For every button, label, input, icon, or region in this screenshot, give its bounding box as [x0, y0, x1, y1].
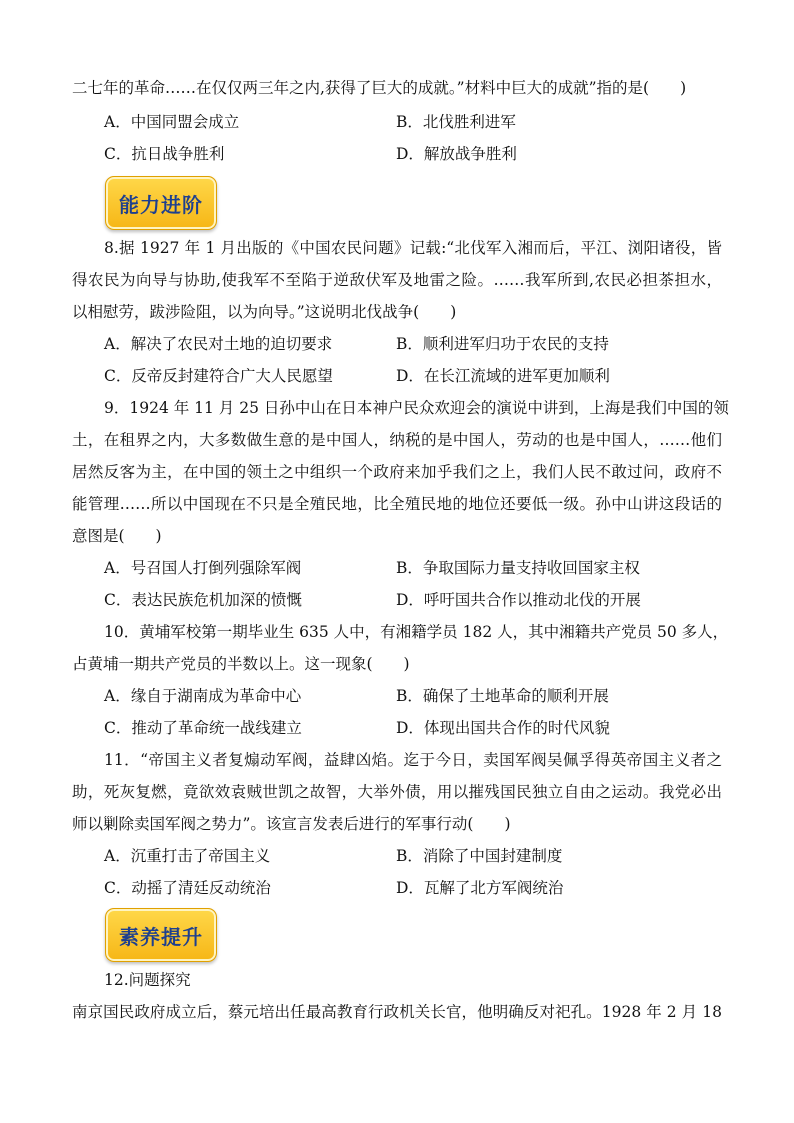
q7-option-d: D．解放战争胜利: [396, 145, 517, 163]
q10-option-c: C．推动了革命统一战线建立: [104, 719, 302, 737]
q11-option-c: C．动摇了清廷反动统治: [104, 879, 271, 897]
q8-stem-line-3: 以相慰劳，跋涉险阻，以为向导。”这说明北伐战争( ): [72, 303, 457, 321]
q11-stem-line-2: 助，死灰复燃，竟欲效袁贼世凯之故智，大举外债，用以摧残国民独立自由之运动。我党必出: [72, 783, 722, 801]
q9-option-d: D．呼吁国共合作以推动北伐的开展: [396, 591, 641, 609]
q7-option-c: C．抗日战争胜利: [104, 145, 225, 163]
q7-option-b: B．北伐胜利进军: [396, 113, 516, 131]
section-badge-literacy: [105, 908, 217, 962]
q9-stem-line-1: 9．1924 年 11 月 25 日孙中山在日本神户民众欢迎会的演说中讲到，上海是我们中国的领: [104, 399, 729, 417]
q10-stem-line-2: 占黄埔一期共产党员的半数以上。这一现象( ): [72, 655, 410, 673]
q10-option-d: D．体现出国共合作的时代风貌: [396, 719, 610, 737]
q12-stem-line-1: 南京国民政府成立后，蔡元培出任最高教育行政机关长官，他明确反对祀孔。1928 年 2 月 18: [72, 1003, 722, 1021]
q8-option-a: A．解决了农民对土地的迫切要求: [104, 335, 333, 353]
q9-stem-line-3: 居然反客为主，在中国的领土之中组织一个政府来加乎我们之上，我们人民不敢过问，政府不: [72, 463, 722, 481]
q8-stem-line-1: 8.据 1927 年 1 月出版的《中国农民问题》记载:“北伐军入湘而后，平江、浏阳诸役，皆: [104, 239, 722, 257]
q10-option-a: A．缘自于湖南成为革命中心: [104, 687, 302, 705]
q11-stem-line-1: 11．“帝国主义者复煽动军阀，益肆凶焰。迄于今日，卖国军阀吴佩孚得英帝国主义者之: [104, 751, 722, 769]
q10-stem-line-1: 10．黄埔军校第一期毕业生 635 人中，有湘籍学员 182 人，其中湘籍共产党员 50 多人，: [104, 623, 729, 641]
q11-option-d: D．瓦解了北方军阀统治: [396, 879, 564, 897]
section-badge-ability-label: 能力进阶: [119, 192, 203, 217]
q12-heading: 12.问题探究: [104, 971, 191, 989]
q9-option-a: A．号召国人打倒列强除军阀: [104, 559, 302, 577]
q8-option-c: C．反帝反封建符合广大人民愿望: [104, 367, 333, 385]
q7-stem-tail: 二七年的革命……在仅仅两三年之内,获得了巨大的成就。”材料中巨大的成就”指的是( ): [72, 79, 687, 97]
q9-option-c: C．表达民族危机加深的愤慨: [104, 591, 302, 609]
q10-option-b: B．确保了土地革命的顺利开展: [396, 687, 609, 705]
section-badge-ability: [105, 176, 217, 230]
q11-stem-line-3: 师以剿除卖国军阀之势力”。该宣言发表后进行的军事行动( ): [72, 815, 511, 833]
q9-stem-line-5: 意图是( ): [72, 527, 162, 545]
q9-option-b: B．争取国际力量支持收回国家主权: [396, 559, 640, 577]
q11-option-a: A．沉重打击了帝国主义: [104, 847, 271, 865]
q11-option-b: B．消除了中国封建制度: [396, 847, 563, 865]
q8-option-d: D．在长江流域的进军更加顺利: [396, 367, 610, 385]
q8-option-b: B．顺利进军归功于农民的支持: [396, 335, 609, 353]
q9-stem-line-2: 土，在租界之内，大多数做生意的是中国人，纳税的是中国人，劳动的也是中国人，……他们: [72, 431, 722, 449]
q7-option-a: A．中国同盟会成立: [104, 113, 240, 131]
section-badge-literacy-label: 素养提升: [119, 924, 203, 949]
q8-stem-line-2: 得农民为向导与协助,使我军不至陷于逆敌伏军及地雷之险。……我军所到,农民必担茶担水，: [72, 271, 722, 289]
q9-stem-line-4: 能管理……所以中国现在不只是全殖民地，比全殖民地的地位还要低一级。孙中山讲这段话的: [72, 495, 722, 513]
